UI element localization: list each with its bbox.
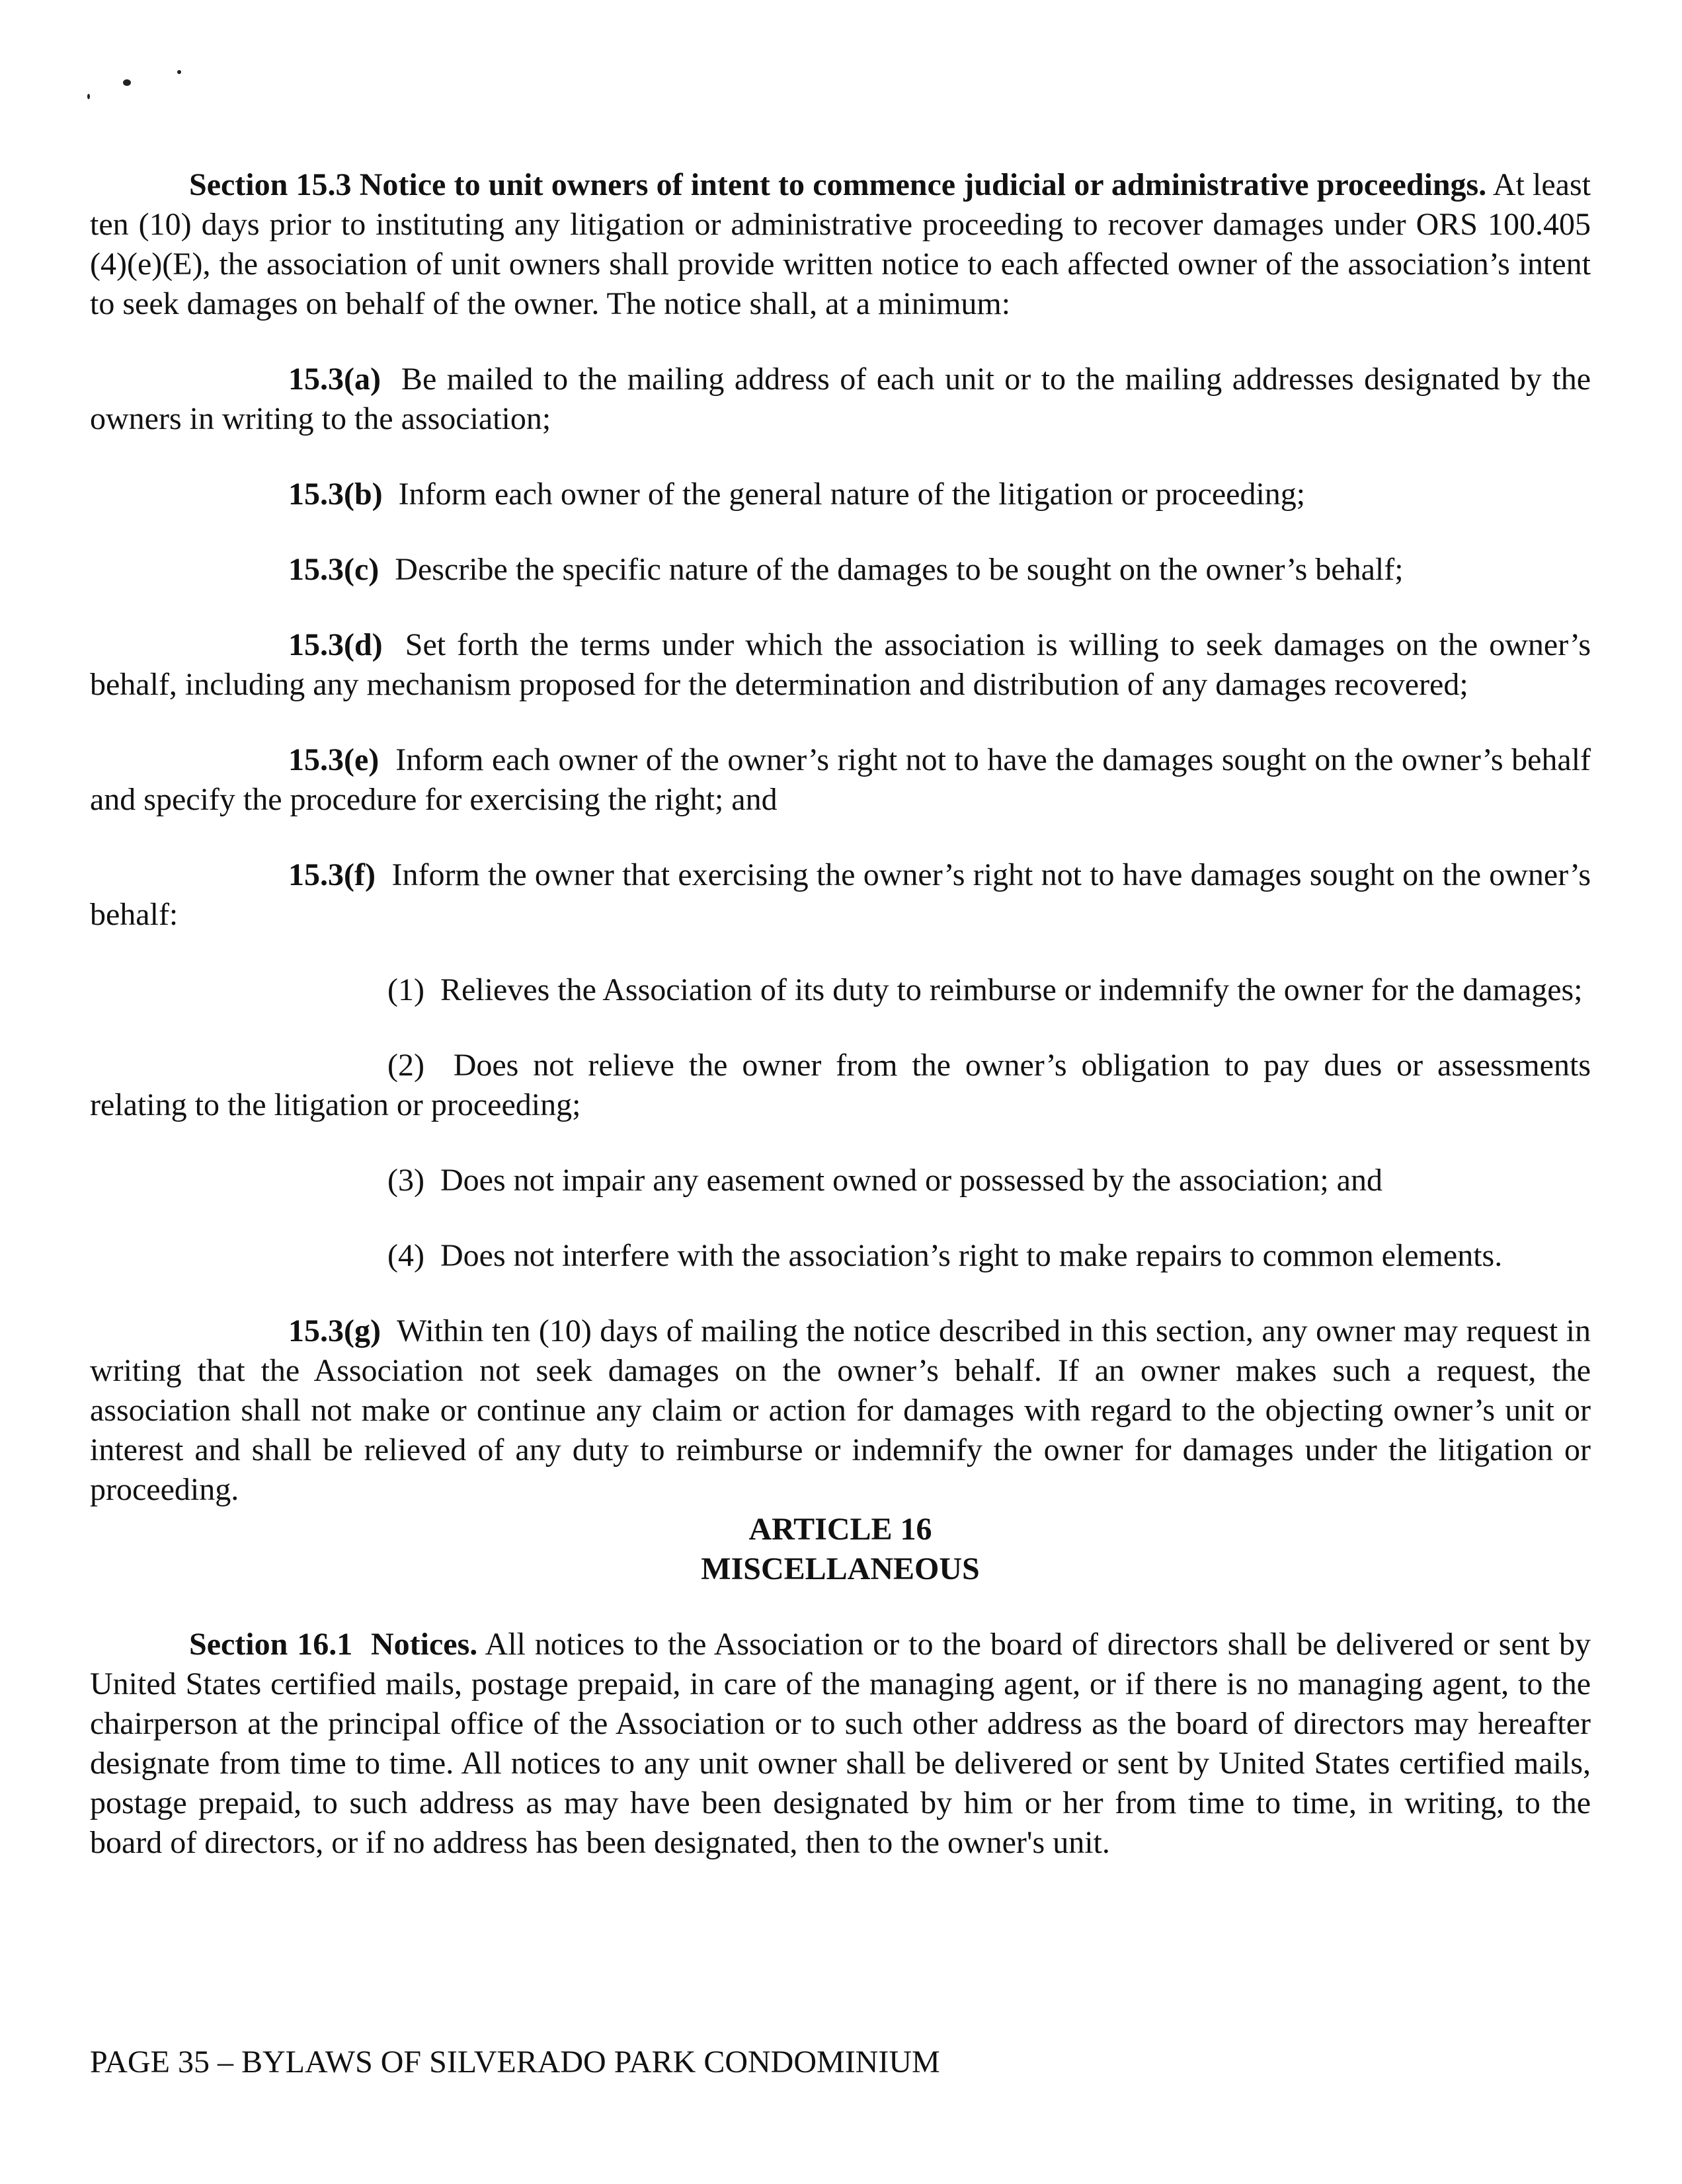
item-label: 15.3(d): [288, 627, 383, 662]
item-text: Within ten (10) days of mailing the notice described in this section, any owner may request in writing that the Association not seek damages on the owner’s behalf. If an owner makes such a request, the association shall not make or continue any claim or action for damages with regard to the objecting owner’s unit or interest and shall be relieved of any duty to reimburse or indemnify the owner for damages under the litigation or proceeding.: [90, 1313, 1591, 1507]
section-16-1-heading: Notices.: [371, 1627, 478, 1662]
item-text: Describe the specific nature of the damages to be sought on the owner’s behalf;: [395, 552, 1404, 587]
subitem-label: (2): [387, 1048, 424, 1083]
subitem-text: Does not relieve the owner from the owner’s obligation to pay dues or assessments relating to the litigation or proceeding;: [90, 1048, 1591, 1122]
section-15-3-heading: Section 15.3 Notice to unit owners of intent to commence judicial or administrative proceedings.: [189, 167, 1487, 202]
item-label: 15.3(c): [288, 552, 380, 587]
item-15-3-c: [90, 550, 1591, 590]
subitem-label: (4): [387, 1238, 424, 1273]
document-page: [90, 165, 1591, 1863]
item-15-3-f: [90, 855, 1591, 935]
subitem-3: [90, 1161, 1591, 1200]
item-15-3-g: [90, 1311, 1591, 1510]
item-text: Inform each owner of the general nature of the litigation or proceeding;: [398, 477, 1306, 512]
article-number: ARTICLE 16: [748, 1512, 932, 1547]
item-text: Set forth the terms under which the association is willing to seek damages on the owner’s behalf, including any mechanism proposed for the determination and distribution of any damages recovered;: [90, 627, 1591, 702]
subitem-1: [90, 970, 1591, 1010]
section-16-1-label: Section 16.1: [189, 1627, 353, 1662]
item-label: 15.3(b): [288, 477, 383, 512]
section-15-3: [90, 165, 1591, 324]
scan-speck: [123, 79, 131, 86]
item-text: Inform each owner of the owner’s right not to have the damages sought on the owner’s behalf and specify the procedure for exercising the right; and: [90, 742, 1591, 817]
subitem-2: [90, 1046, 1591, 1125]
item-label: 15.3(f): [288, 857, 376, 892]
scan-speck: [87, 94, 90, 99]
item-15-3-e: [90, 740, 1591, 820]
section-16-1-body: All notices to the Association or to the board of directors shall be delivered or sent by United States certified mails, postage prepaid, in care of the managing agent, or if there is no managing agent, to the chairperson at the principal office of the Association or to such other address as the board of directors may hereafter designate from time to time. All notices to any unit owner shall be delivered or sent by United States certified mails, postage prepaid, to such address as may have been designated by him or her from time to time, in writing, to the board of directors, or if no address has been designated, then to the owner's unit.: [90, 1627, 1591, 1860]
subitem-4: [90, 1236, 1591, 1276]
item-text: Be mailed to the mailing address of each unit or to the mailing addresses designated by the owners in writing to the association;: [90, 362, 1591, 436]
subitem-label: (1): [387, 972, 424, 1007]
page-footer: PAGE 35 – BYLAWS OF SILVERADO PARK CONDOMINIUM: [90, 2045, 940, 2080]
item-label: 15.3(a): [288, 362, 381, 397]
item-15-3-a: [90, 360, 1591, 439]
item-15-3-b: [90, 475, 1591, 514]
item-label: 15.3(g): [288, 1313, 381, 1348]
section-16-1: [90, 1625, 1591, 1863]
item-15-3-d: [90, 625, 1591, 705]
scan-speck: [177, 70, 181, 74]
subitem-text: Does not interfere with the association’s right to make repairs to common elements.: [440, 1238, 1503, 1273]
item-text: Inform the owner that exercising the owner’s right not to have damages sought on the owner’s behalf:: [90, 857, 1591, 932]
subitem-text: Relieves the Association of its duty to reimburse or indemnify the owner for the damages;: [440, 972, 1583, 1007]
item-label: 15.3(e): [288, 742, 380, 777]
subitem-label: (3): [387, 1163, 424, 1198]
article-title: MISCELLANEOUS: [701, 1551, 980, 1586]
section-15-3-body: At least ten (10) days prior to instituting any litigation or administrative proceeding to recover damages under ORS 100.405 (4)(e)(E), the association of unit owners shall provide written notice to each affected owner of the association’s intent to seek damages on behalf of the owner. The notice shall, at a minimum:: [90, 167, 1591, 321]
subitem-text: Does not impair any easement owned or possessed by the association; and: [440, 1163, 1382, 1198]
